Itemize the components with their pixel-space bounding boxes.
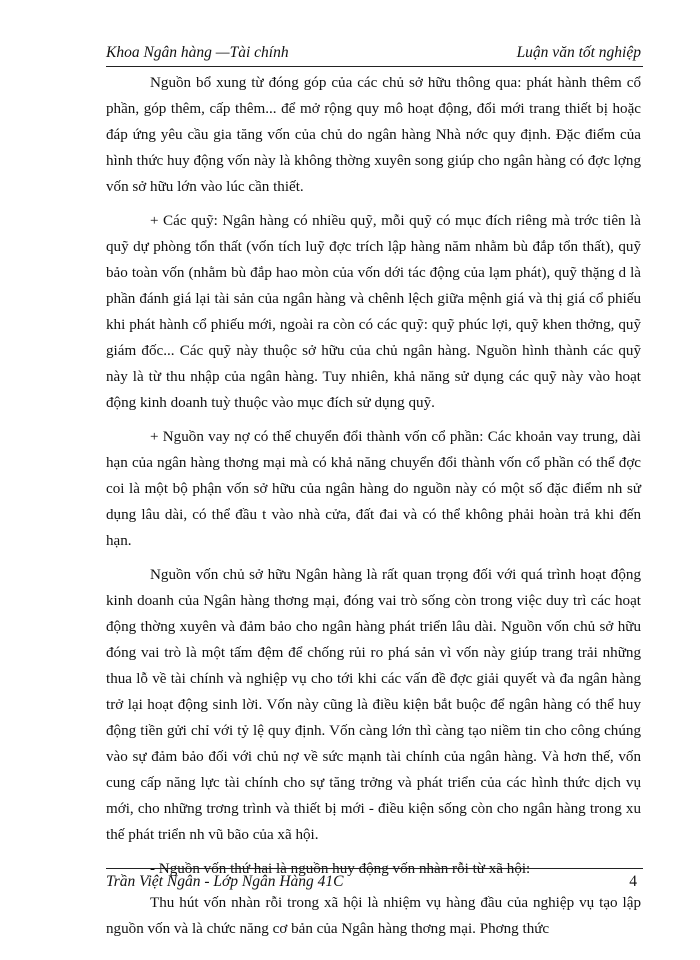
page-number: 4	[629, 873, 637, 890]
paragraph-6: Thu hút vốn nhàn rỗi trong xã hội là nhiệm vụ hàng đầu của nghiệp vụ tạo lập nguồn vốn và là chức năng cơ bản của Ngân hàng thơng mại. Phơng thức	[106, 895, 641, 937]
header-thesis-label: Luận văn tốt nghiệp	[516, 44, 641, 61]
paragraph-1: Nguồn bổ xung từ đóng góp của các chủ sở hữu thông qua: phát hành thêm cổ phần, góp thêm, cấp thêm... để mở rộng quy mô hoạt động, đổi mới trang thiết bị hoặc đáp ứng yêu cầu gia tăng vốn của chủ do ngân hàng Nhà nớc quy định. Đặc điểm của hình thức huy động vốn này là không thờng xuyên song giúp cho ngân hàng có đợc lợng vốn sở hữu lớn vào lúc cần thiết.	[106, 75, 641, 195]
paragraph-5: - Nguồn vốn thứ hai là nguồn huy động vốn nhàn rỗi từ xã hội:	[150, 861, 531, 877]
page-body	[106, 70, 641, 950]
paragraph-2: + Các quỹ: Ngân hàng có nhiều quỹ, mỗi quỹ có mục đích riêng mà trớc tiên là quỹ dự phòng tổn thất (vốn tích luỹ đợc trích lập hàng năm nhằm bù đắp tổn thất), quỹ bảo toàn vốn (nhằm bù đắp hao mòn của vốn dới tác động của lạm phát), quỹ thặng d là phần đánh giá lại tài sản của ngân hàng và chênh lệch giữa mệnh giá và thị giá cổ phiếu khi phát hành cổ phiếu mới, ngoài ra còn có các quỹ: quỹ phúc lợi, quỹ khen thởng, quỹ giám đốc... Các quỹ này thuộc sở hữu của chủ ngân hàng. Nguồn hình thành các quỹ này là từ thu nhập của ngân hàng. Tuy nhiên, khả năng sử dụng các quỹ này vào hoạt động kinh doanh tuỳ thuộc vào mục đích sử dụng quỹ.	[106, 213, 641, 411]
paragraph-4: Nguồn vốn chủ sở hữu Ngân hàng là rất quan trọng đối với quá trình hoạt động kinh doanh của Ngân hàng thơng mại, đóng vai trò sống còn trong việc duy trì các hoạt động thờng xuyên và đảm bảo cho ngân hàng phát triển lâu dài. Nguồn vốn chủ sở hữu đóng vai trò là một tấm đệm để chống rủi ro phá sản vì vốn này giúp trang trải những thua lỗ về tài chính và nghiệp vụ cho tới khi các vấn đề đợc giải quyết và đa ngân hàng trở lại hoạt động sinh lời. Vốn này cũng là điều kiện bắt buộc để ngân hàng có thể huy động tiền gửi chỉ với tỷ lệ quy định. Vốn càng lớn thì càng tạo niềm tin cho công chúng vào sự đảm bảo đối với chủ nợ về sức mạnh tài chính của ngân hàng. Và hơn thế, vốn cung cấp năng lực tài chính cho sự tăng trởng và phát triển của các hình thức dịch vụ mới, cho những trơng trình và thiết bị mới - điều kiện sống còn cho ngân hàng trong xu thế phát triển nh vũ bão của xã hội.	[106, 567, 641, 843]
header-faculty: Khoa Ngân hàng —Tài chính	[106, 44, 289, 61]
paragraph-3: + Nguồn vay nợ có thể chuyển đổi thành vốn cổ phần: Các khoản vay trung, dài hạn của ngân hàng thơng mại mà có khả năng chuyển đổi thành vốn cổ phần có thể đợc coi là một bộ phận vốn sở hữu của ngân hàng do nguồn này có một số đặc điểm nh sử dụng lâu dài, có thể đầu t vào nhà cửa, đất đai và có thể không phải hoàn trả khi đến hạn.	[106, 429, 641, 549]
page-footer	[106, 868, 643, 899]
page-header	[106, 40, 643, 67]
footer-author: Trần Việt Ngân - Lớp Ngân Hàng 41C	[106, 873, 344, 890]
